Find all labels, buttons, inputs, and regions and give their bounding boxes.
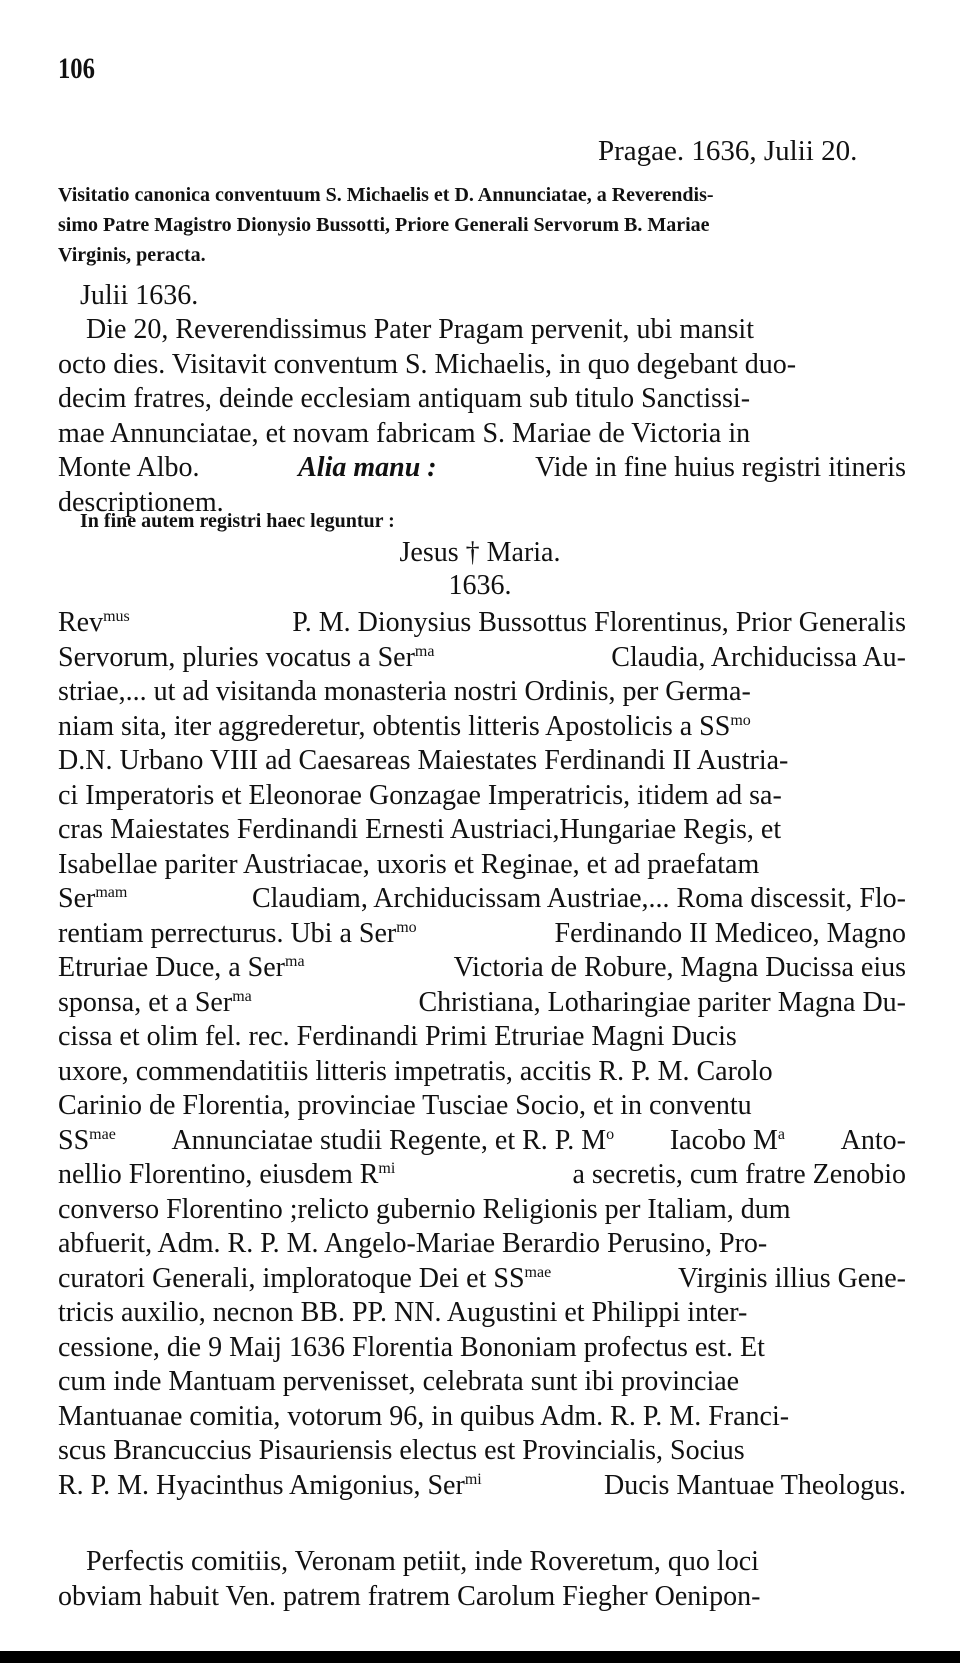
text-line: tricis auxilio, necnon BB. PP. NN. Augustini et Philippi inter- <box>58 1297 748 1328</box>
italic-annotation: Alia manu : <box>298 452 437 483</box>
text-line <box>58 1262 906 1297</box>
text-span: Servorum, pluries vocatus a Ser$^{ma}$ <box>58 641 435 673</box>
center-year: 1636. <box>448 570 512 601</box>
scan-edge <box>0 1651 960 1663</box>
text-line <box>58 1158 906 1193</box>
text-span: Claudia, Archiducissa Au- <box>611 641 906 673</box>
summary-block <box>58 180 906 270</box>
paragraph-1 <box>58 313 906 520</box>
text-line: cissa et olim fel. rec. Ferdinandi Primi Etruriae Magni Ducis <box>58 1021 737 1052</box>
text-span: Etruriae Duce, a Ser$^{ma}$ <box>58 952 305 983</box>
section-heading: Julii 1636. <box>80 280 199 311</box>
text-span: Claudiam, Archiducissam Austriae,... Roma discessit, Flo- <box>251 883 906 914</box>
text-line: ci Imperatoris et Eleonorae Gonzagae Imperatricis, itidem ad sa- <box>58 779 782 811</box>
dateline: Pragae. 1636, Julii 20. <box>598 135 858 167</box>
text-span: Annunciatae studii Regente, et R. P. $M^o$ <box>171 1124 615 1156</box>
page-number: 106 <box>58 52 95 85</box>
text-line <box>58 917 906 952</box>
text-line: Isabellae pariter Austriacae, uxoris et Reginae, et ad praefatam <box>58 848 760 880</box>
text-span: rentiam perrecturus. Ubi a Ser$^{mo}$ <box>58 917 417 949</box>
text-span: niam sita, iter aggrederetur, obtentis litteris Apostolicis a $SS^{mo}$ <box>58 710 751 742</box>
text-line <box>58 986 906 1021</box>
text-span: nellio Florentino, eiusdem $R^{mi}$ <box>58 1159 396 1190</box>
text-line: Carinio de Florentia, provinciae Tusciae Socio, et in conventu <box>58 1090 752 1121</box>
text-line <box>58 641 906 676</box>
text-line: decim fratres, deinde ecclesiam antiquam sub titulo Sanctissi- <box>58 383 751 414</box>
text-line: uxore, commendatitiis litteris impetratis, accitis R. P. M. Carolo <box>58 1055 773 1087</box>
text-span: Ducis Mantuae Theologus. <box>604 1469 906 1501</box>
text-span: Ser$^{mam}$ <box>58 883 128 914</box>
intro-line: In fine autem registri haec leguntur : <box>80 510 395 532</box>
text-line: Mantuanae comitia, votorum 96, in quibus Adm. R. P. M. Franci- <box>58 1400 790 1432</box>
text-span: Anto- <box>840 1124 906 1156</box>
text-line <box>58 1469 906 1504</box>
text-span: sponsa, et a Ser$^{ma}$ <box>58 986 252 1018</box>
text-span: R. P. M. Hyacinthus Amigonius, Ser$^{mi}$ <box>58 1469 482 1501</box>
text-line: cum inde Mantuam pervenisset, celebrata sunt ibi provinciae <box>58 1366 740 1397</box>
text-line <box>58 951 906 986</box>
text-span: Monte Albo. <box>58 452 200 483</box>
text-line <box>58 710 906 745</box>
paragraph-2 <box>58 606 906 1503</box>
text-span: Christiana, Lotharingiae pariter Magna Du- <box>418 986 906 1018</box>
text-line: octo dies. Visitavit conventum S. Michaelis, in quo degebant duo- <box>58 348 797 380</box>
text-line: cessione, die 9 Maij 1636 Florentia Bononiam profectus est. Et <box>58 1331 765 1363</box>
summary-line: Virginis, peracta. <box>58 244 206 266</box>
text-span: Vide in fine huius registri itineris <box>535 452 906 483</box>
text-span: $SS^{mae}$ <box>58 1124 116 1156</box>
text-span: Virginis illius Gene- <box>677 1262 906 1294</box>
text-line: Perfectis comitiis, Veronam petiit, inde Roveretum, quo loci <box>86 1546 759 1577</box>
text-line: D.N. Urbano VIII ad Caesareas Maiestates Ferdinandi II Austria- <box>58 745 789 776</box>
text-line: cras Maiestates Ferdinandi Ernesti Austriaci,Hungariae Regis, et <box>58 814 782 845</box>
text-line: obviam habuit Ven. patrem fratrem Carolum Fiegher Oenipon- <box>58 1580 761 1612</box>
text-span: P. M. Dionysius Bussottus Florentinus, Prior Generalis <box>292 607 906 638</box>
text-line <box>58 1124 906 1159</box>
text-line <box>58 606 906 641</box>
text-line: scus Brancuccius Pisauriensis electus est Provincialis, Socius <box>58 1435 745 1466</box>
text-line: descriptionem. <box>58 486 224 518</box>
text-span: Victoria de Robure, Magna Ducissa eius <box>453 952 906 983</box>
summary-line: simo Patre Magistro Dionysio Bussotti, Priore Generali Servorum B. Mariae <box>58 214 710 236</box>
text-line: mae Annunciatae, et novam fabricam S. Mariae de Victoria in <box>58 417 751 449</box>
text-span: Iacobo $M^a$ <box>669 1124 785 1156</box>
text-span: Rev$^{mus}$ <box>58 607 130 638</box>
summary-line: Visitatio canonica conventuum S. Michaelis et D. Annunciatae, a Reverendis- <box>58 184 714 206</box>
center-title: Jesus † Maria. <box>399 537 561 568</box>
text-span: a secretis, cum fratre Zenobio <box>572 1159 906 1190</box>
text-line: converso Florentino ;relicto gubernio Religionis per Italiam, dum <box>58 1193 791 1225</box>
text-line: Die 20, Reverendissimus Pater Pragam pervenit, ubi mansit <box>86 314 754 345</box>
text-line: abfuerit, Adm. R. P. M. Angelo-Mariae Berardio Perusino, Pro- <box>58 1228 768 1259</box>
text-span: curatori Generali, imploratoque Dei et $SS^{mae}$ <box>58 1262 552 1294</box>
text-line: striae,... ut ad visitanda monasteria nostri Ordinis, per Germa- <box>58 676 751 707</box>
paragraph-3 <box>58 1545 906 1614</box>
text-span: Ferdinando II Mediceo, Magno <box>554 917 906 949</box>
text-line <box>58 451 906 486</box>
text-line <box>58 882 906 917</box>
